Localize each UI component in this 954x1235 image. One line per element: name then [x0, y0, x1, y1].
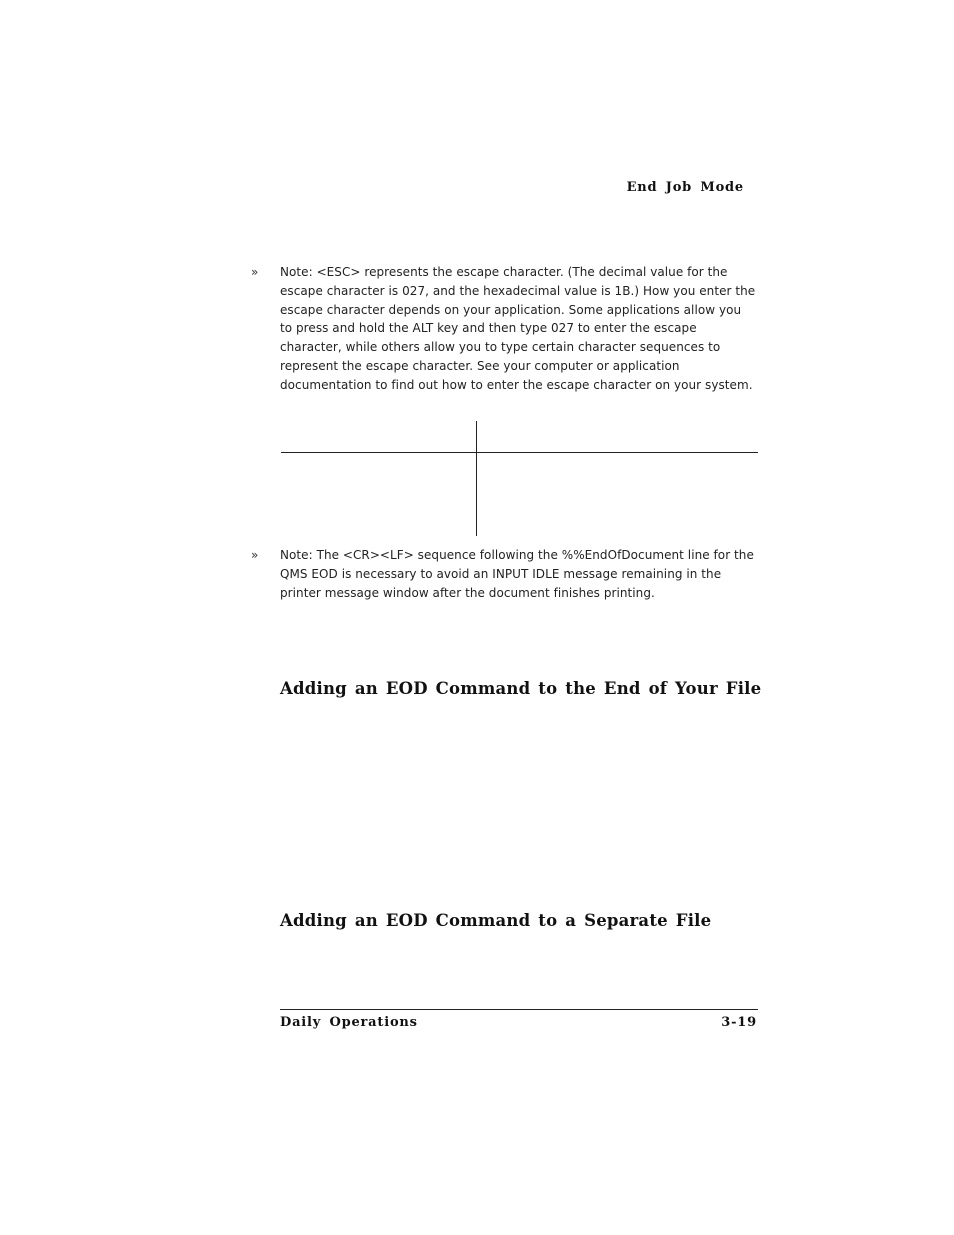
- table-header-rule: [281, 452, 758, 453]
- note-text: Note: <ESC> represents the escape character. (The decimal value for the escape character is 027, and the hexadecimal value is 1B.) How you enter the escape character depends on your application. Some applications allow you to press and hold the ALT key and then type 027 to enter the escape character, while others allow you to type certain character sequences to represent the escape character. See your computer or application documentation to find out how to enter the escape character on your system.: [280, 265, 756, 392]
- empty-table: [281, 421, 758, 536]
- footer-page-number: 3-19: [721, 1015, 757, 1030]
- footer-rule: [280, 1009, 758, 1010]
- footer-chapter-title: Daily Operations: [280, 1015, 418, 1030]
- running-header: End Job Mode: [626, 180, 744, 195]
- note-marker-icon: »: [251, 265, 259, 279]
- note-marker-icon: »: [251, 548, 259, 562]
- section-heading-end-of-file: Adding an EOD Command to the End of Your File: [280, 679, 762, 698]
- section-heading-separate-file: Adding an EOD Command to a Separate File: [280, 911, 712, 930]
- note-text: Note: The <CR><LF> sequence following the %%EndOfDocument line for the QMS EOD is necessary to avoid an INPUT IDLE message remaining in the printer message window after the document finishes printing.: [280, 548, 754, 600]
- table-column-divider: [476, 421, 477, 536]
